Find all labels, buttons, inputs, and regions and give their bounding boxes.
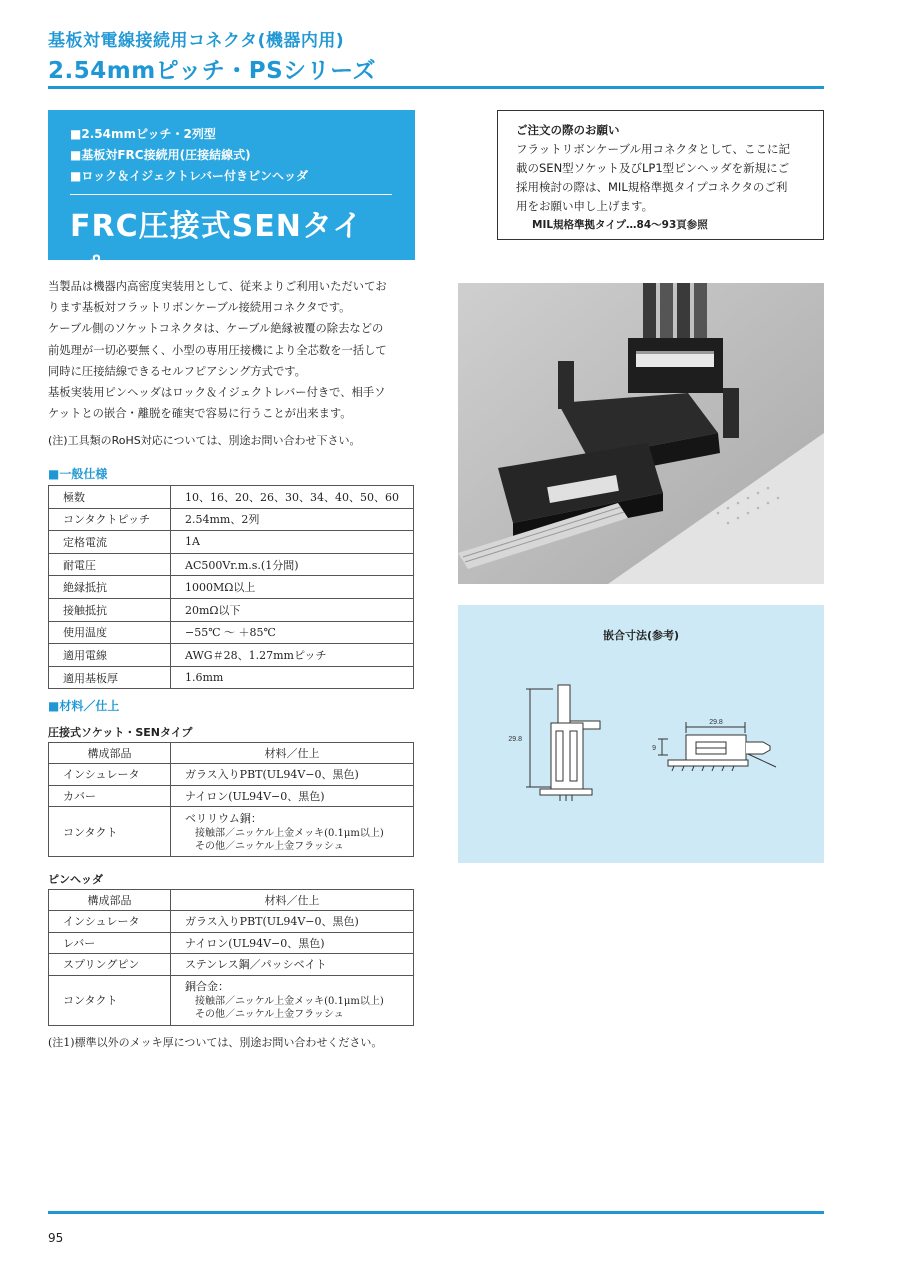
notice-reference: MIL規格準拠タイプ…84〜93頁参照 bbox=[532, 219, 708, 231]
spec-value: AWG＃28、1.27mmピッチ bbox=[171, 644, 414, 667]
general-spec-heading: ■一般仕様 bbox=[48, 467, 108, 481]
table-row bbox=[49, 508, 414, 531]
table-row bbox=[49, 954, 414, 976]
plating-note: (注1)標準以外のメッキ厚については、別途お問い合わせください。 bbox=[48, 1036, 383, 1049]
table-row bbox=[49, 621, 414, 644]
part-label: インシュレータ bbox=[49, 764, 171, 786]
col-material-header: 材料／仕上 bbox=[171, 743, 414, 764]
rohs-note: (注)工具類のRoHS対応については、別途お問い合わせ下さい。 bbox=[48, 434, 361, 447]
description-line: ケットとの嵌合・離脱を確実で容易に行うことが出来ます。 bbox=[48, 407, 352, 421]
table-row bbox=[49, 911, 414, 933]
socket-subheading: 圧接式ソケット・SENタイプ bbox=[48, 726, 193, 739]
dim-width-label: 29.8 bbox=[709, 719, 723, 726]
table-row bbox=[49, 807, 414, 857]
table-row bbox=[49, 576, 414, 599]
spec-label: 定格電流 bbox=[49, 531, 171, 554]
general-spec-table bbox=[48, 485, 414, 689]
description-line: 基板実装用ピンヘッダはロック＆イジェクトレバー付きで、相手ソ bbox=[48, 386, 386, 400]
order-notice-box bbox=[497, 110, 824, 240]
page-number: 95 bbox=[48, 1231, 64, 1245]
material-sub: その他／ニッケル上金フラッシュ bbox=[195, 1009, 344, 1020]
notice-line: 載のSEN型ソケット及びLP1型ピンヘッダを新規にご bbox=[516, 161, 790, 175]
notice-title: ご注文の際のお願い bbox=[516, 123, 620, 137]
table-row bbox=[49, 785, 414, 807]
dimension-drawing bbox=[458, 605, 824, 863]
part-label: カバー bbox=[49, 785, 171, 807]
spec-value: 10、16、20、26、30、34、40、50、60 bbox=[171, 486, 414, 509]
dim-height-label: 29.8 bbox=[508, 736, 522, 743]
material-value bbox=[171, 807, 414, 857]
page-title: 2.54mmピッチ・PSシリーズ bbox=[48, 58, 377, 84]
table-row bbox=[49, 764, 414, 786]
material-sub: 接触部／ニッケル上金メッキ(0.1μm以上) bbox=[195, 827, 384, 839]
part-label: レバー bbox=[49, 932, 171, 954]
col-material-header: 材料／仕上 bbox=[171, 890, 414, 911]
socket-materials-table bbox=[48, 742, 414, 857]
material-value: ガラス入りPBT(UL94V−0、黒色) bbox=[171, 911, 414, 933]
table-header-row bbox=[49, 890, 414, 911]
material-sub: その他／ニッケル上金フラッシュ bbox=[195, 840, 344, 852]
notice-line: 用をお願い申し上げます。 bbox=[516, 199, 654, 213]
table-row bbox=[49, 598, 414, 621]
col-part-header: 構成部品 bbox=[49, 743, 171, 764]
spec-value: 1.6mm bbox=[171, 666, 414, 689]
material-value: ステンレス鋼／パッシベイト bbox=[171, 954, 414, 976]
table-header-row bbox=[49, 743, 414, 764]
spec-value: −55℃ 〜 ＋85℃ bbox=[171, 621, 414, 644]
header-materials-table bbox=[48, 889, 414, 1026]
product-name: FRC圧接式SENタイプ bbox=[70, 209, 364, 288]
table-row bbox=[49, 553, 414, 576]
material-lead: 銅合金： bbox=[185, 980, 229, 993]
part-label: インシュレータ bbox=[49, 911, 171, 933]
spec-label: コンタクトピッチ bbox=[49, 508, 171, 531]
description-line: 当製品は機器内高密度実装用として、従来よりご利用いただいてお bbox=[48, 280, 387, 293]
material-value bbox=[171, 975, 414, 1025]
spec-label: 適用基板厚 bbox=[49, 666, 171, 689]
table-row bbox=[49, 666, 414, 689]
spec-label: 極数 bbox=[49, 486, 171, 509]
spec-label: 適用電線 bbox=[49, 644, 171, 667]
description-line: ケーブル側のソケットコネクタは、ケーブル絶縁被覆の除去などの bbox=[48, 322, 384, 336]
spec-label: 耐電圧 bbox=[49, 553, 171, 576]
pin-header-subheading: ピンヘッダ bbox=[48, 873, 103, 886]
feature-item: ■ロック＆イジェクトレバー付きピンヘッダ bbox=[70, 169, 309, 183]
feature-item: ■基板対FRC接続用(圧接結線式) bbox=[70, 148, 251, 162]
table-row bbox=[49, 486, 414, 509]
feature-item: ■2.54mmピッチ・2列型 bbox=[70, 127, 216, 141]
description-line: 前処理が一切必要無く、小型の専用圧接機により全芯数を一括して bbox=[48, 343, 387, 357]
diagram-title: 嵌合寸法(参考) bbox=[602, 629, 680, 642]
bottom-rule bbox=[48, 1211, 824, 1214]
material-value: ナイロン(UL94V−0、黒色) bbox=[171, 932, 414, 954]
material-sub: 接触部／ニッケル上金メッキ(0.1μm以上) bbox=[195, 996, 384, 1007]
spec-label: 絶縁抵抗 bbox=[49, 576, 171, 599]
spec-label: 使用温度 bbox=[49, 621, 171, 644]
material-value: ガラス入りPBT(UL94V−0、黒色) bbox=[171, 764, 414, 786]
description-line: 同時に圧接結線できるセルフピアシング方式です。 bbox=[48, 364, 306, 378]
part-label: スプリングピン bbox=[49, 954, 171, 976]
materials-heading: ■材料／仕上 bbox=[48, 699, 120, 713]
table-row bbox=[49, 932, 414, 954]
table-row bbox=[49, 531, 414, 554]
spec-value: 2.54mm、2列 bbox=[171, 508, 414, 531]
material-value: ナイロン(UL94V−0、黒色) bbox=[171, 785, 414, 807]
notice-line: 採用検討の際は、MIL規格準拠タイプコネクタのご利 bbox=[516, 180, 788, 194]
notice-line: フラットリボンケーブル用コネクタとして、ここに記 bbox=[516, 142, 791, 156]
spec-value: 1000MΩ以上 bbox=[171, 576, 414, 599]
spec-value: 20mΩ以下 bbox=[171, 598, 414, 621]
product-photo-illustration bbox=[458, 283, 824, 584]
description-text bbox=[48, 276, 414, 424]
mating-dimension-diagram bbox=[458, 605, 824, 863]
feature-divider bbox=[70, 194, 392, 195]
spec-label: 接触抵抗 bbox=[49, 598, 171, 621]
spec-value: AC500Vr.m.s.(1分間) bbox=[171, 553, 414, 576]
material-lead: ベリリウム銅： bbox=[185, 811, 262, 825]
table-row bbox=[49, 975, 414, 1025]
product-photo bbox=[458, 283, 824, 584]
part-label: コンタクト bbox=[49, 975, 171, 1025]
description-line: ります基板対フラットリボンケーブル接続用コネクタです。 bbox=[48, 301, 351, 315]
spec-value: 1A bbox=[171, 531, 414, 554]
dim-small-label: 9 bbox=[652, 745, 656, 752]
top-rule bbox=[48, 86, 824, 89]
part-label: コンタクト bbox=[49, 807, 171, 857]
table-row bbox=[49, 644, 414, 667]
col-part-header: 構成部品 bbox=[49, 890, 171, 911]
header-subtitle: 基板対電線接続用コネクタ(機器内用) bbox=[48, 31, 345, 51]
